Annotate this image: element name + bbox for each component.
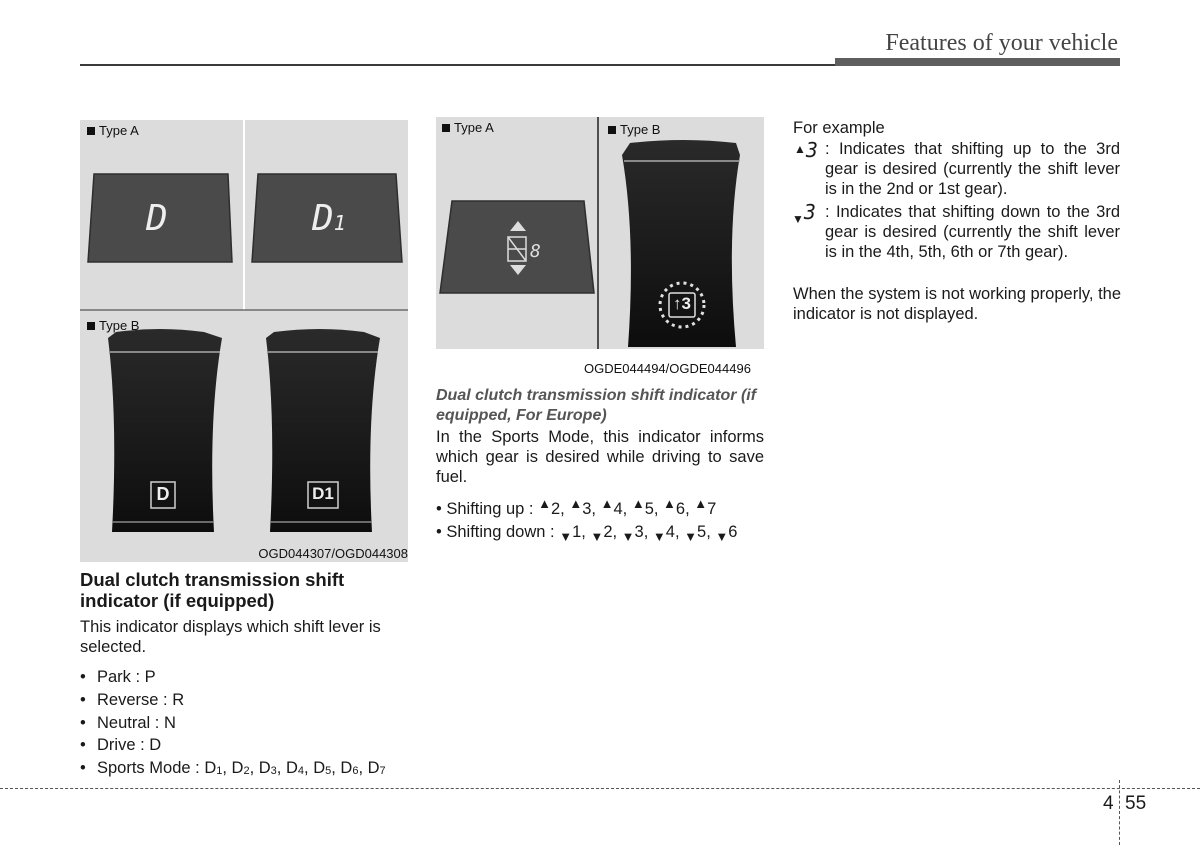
arrow-down-icon: ▼: [621, 529, 635, 544]
header-rule: [80, 64, 835, 66]
figure-europe-indicator: [436, 117, 764, 349]
sports-mode-d5: $D_5$: [313, 759, 332, 778]
type-a-gear-digit: 8: [530, 241, 541, 262]
type-a-label: Type A: [87, 123, 139, 138]
shift-down-3-icon: ▼3: [792, 200, 816, 226]
shift-up-badge: ↑3: [673, 294, 691, 313]
figure-europe-graphic: [436, 117, 764, 349]
shift-lever-list: [80, 666, 386, 783]
section-title: Features of your vehicle: [885, 30, 1118, 56]
arrow-down-icon: ▼: [559, 529, 573, 544]
failure-note: When the system is not working properly, the indicator is not displayed.: [793, 285, 1122, 323]
arrow-up-icon: ▲: [569, 496, 583, 511]
shift-up-line: • Shifting up : ▲2, ▲3, ▲4, ▲5, ▲6, ▲7: [436, 496, 717, 518]
shift-down-description: : Indicates that shifting down to the 3rd gear is desired (currently the shift lever is in the 4th, 5th, 6th or 7th gear).: [825, 203, 1120, 261]
page-number: 55: [1125, 793, 1147, 814]
page-number-divider: [1119, 780, 1120, 845]
heading-europe-indicator: Dual clutch transmission shift indicator (if equipped, For Europe): [436, 387, 757, 424]
list-item: • Reverse : R: [80, 690, 185, 709]
shift-up-3-icon: ▲3: [794, 138, 818, 162]
shift-down-line: • Shifting down : $_▼$1, $_▼$2, $_▼$3, $_▼$4, $_▼$5, $_▼$6: [436, 523, 738, 544]
button-d: D: [156, 484, 170, 504]
arrow-up-icon: ▲: [631, 496, 645, 511]
list-item: • Park : P: [80, 668, 156, 686]
arrow-down-icon: ▼: [652, 529, 666, 544]
chapter-number: 4: [1103, 793, 1114, 814]
sports-mode-d6: $D_6$: [340, 759, 359, 778]
arrow-down-icon: ▼: [715, 529, 729, 544]
heading-shift-indicator: Dual clutch transmission shift indicator (if equipped): [80, 569, 345, 611]
intro-paragraph: This indicator displays which shift lever is selected.: [80, 618, 381, 656]
figure-indicator-lever: [80, 120, 408, 562]
arrow-up-icon: ▲: [663, 496, 676, 511]
arrow-up-icon: ▲: [538, 496, 551, 511]
type-a-label: Type A: [442, 120, 494, 135]
shift-up-description: : Indicates that shifting up to the 3rd gear is desired (currently the shift lever is in the 2nd or 1st gear).: [825, 140, 1120, 198]
type-b-label: Type B: [87, 318, 139, 333]
sports-mode-paragraph: In the Sports Mode, this indicator informs which gear is desired while driving to save fuel.: [436, 428, 764, 486]
square-bullet-icon: [87, 322, 95, 330]
sports-mode-d2: $D_2$: [231, 759, 250, 778]
sports-mode-d7: $D_7$: [367, 759, 386, 778]
figure-code: OGD044307/OGD044308: [258, 546, 408, 561]
type-b-label: Type B: [608, 122, 660, 137]
arrow-down-icon: ▼: [590, 529, 604, 544]
sports-mode-d1: $D_1$: [204, 759, 223, 778]
display-d: D: [146, 198, 168, 239]
list-item: • Sports Mode : $D_1$, $D_2$, $D_3$, $D_4$, $D_5$, $D_6$, $D_7$: [80, 759, 386, 778]
list-item: • Neutral : N: [80, 713, 176, 732]
sports-mode-d3: $D_3$: [258, 759, 277, 778]
sports-mode-d4: $D_4$: [285, 759, 305, 778]
example-label: For example: [793, 119, 885, 137]
figure-code: OGDE044494/OGDE044496: [584, 361, 751, 376]
arrow-up-icon: ▲: [600, 496, 614, 511]
square-bullet-icon: [442, 124, 450, 132]
arrow-down-icon: ▼: [684, 529, 698, 544]
arrow-up-icon: ▲: [694, 496, 708, 511]
square-bullet-icon: [608, 126, 616, 134]
header-accent-bar: [835, 58, 1120, 66]
footer-dashed-rule: [0, 788, 1200, 789]
display-d1: D1: [312, 198, 346, 239]
figure-indicator-lever-graphic: [80, 120, 408, 562]
button-d1: D1: [312, 484, 334, 503]
square-bullet-icon: [87, 127, 95, 135]
list-item: • Drive : D: [80, 736, 162, 755]
